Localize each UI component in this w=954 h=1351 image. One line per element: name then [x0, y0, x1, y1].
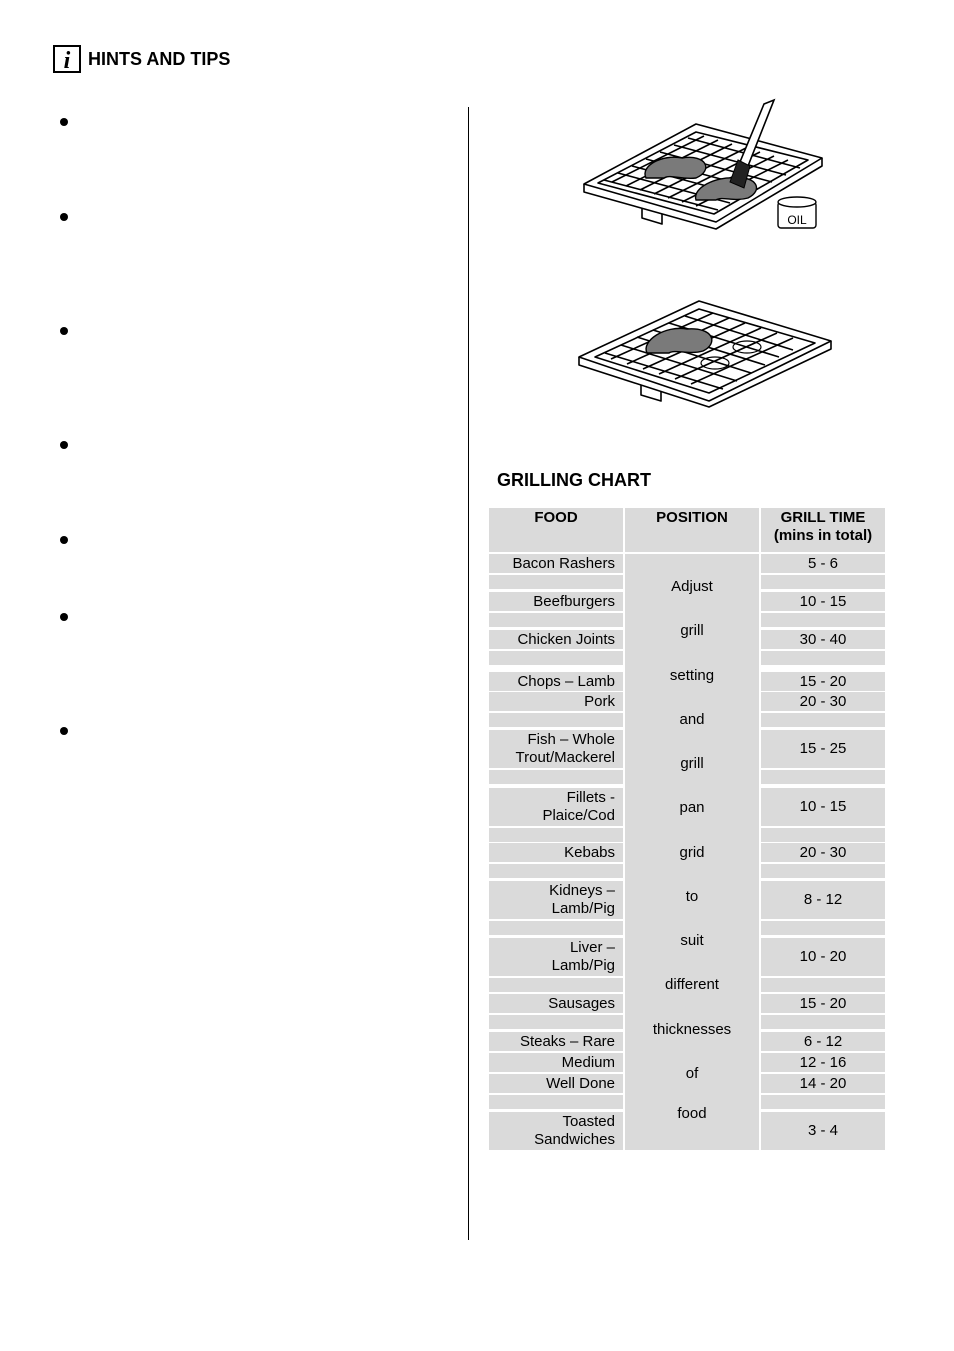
food-label: Fillets - — [566, 789, 615, 806]
grill-time-cell: 8 - 12 — [761, 881, 885, 919]
header-grill-time — [761, 508, 885, 552]
header-food: FOOD — [489, 508, 623, 552]
spacer-row — [489, 1095, 623, 1109]
spacer-row — [489, 651, 623, 665]
food-label: Fish – Whole — [527, 731, 615, 748]
grill-time-cell: 10 - 15 — [761, 592, 885, 611]
grill-time-cell: 20 - 30 — [761, 692, 885, 711]
position-word: grill — [680, 622, 704, 639]
column-divider — [468, 107, 469, 1240]
food-label: Kebabs — [564, 843, 615, 861]
spacer-row — [761, 770, 885, 784]
food-cell — [489, 788, 623, 826]
spacer-row — [761, 575, 885, 589]
bullet-point — [60, 727, 68, 735]
food-cell — [489, 938, 623, 976]
food-label: Pork — [584, 692, 615, 710]
header-grill-time-line2: (mins in total) — [773, 527, 873, 544]
food-cell — [489, 692, 623, 711]
grill-time-cell: 15 - 20 — [761, 672, 885, 691]
position-word: food — [677, 1105, 707, 1122]
food-label: Liver – — [569, 939, 615, 956]
grilling-chart-title: GRILLING CHART — [497, 470, 651, 490]
grill-time-cell: 10 - 20 — [761, 938, 885, 976]
position-word: of — [685, 1065, 699, 1082]
grill-time-cell: 10 - 15 — [761, 788, 885, 826]
food-cell — [489, 1053, 623, 1072]
grill-time-cell: 3 - 4 — [761, 1112, 885, 1150]
spacer-row — [761, 1095, 885, 1109]
grilling-chart-table — [488, 508, 886, 1150]
spacer-row — [489, 1015, 623, 1029]
spacer-row — [761, 921, 885, 935]
grill-time-cell: 20 - 30 — [761, 843, 885, 862]
food-label: Lamb/Pig — [551, 900, 615, 917]
header-position: POSITION — [625, 508, 759, 552]
spacer-row — [761, 978, 885, 992]
bullet-point — [60, 118, 68, 126]
food-label: Chops – Lamb — [517, 672, 615, 690]
grill-time-cell: 14 - 20 — [761, 1074, 885, 1093]
position-word: grill — [680, 755, 704, 772]
food-cell — [489, 994, 623, 1013]
spacer-row — [489, 921, 623, 935]
position-word: thicknesses — [652, 1021, 732, 1038]
position-word: grid — [679, 844, 705, 861]
header-grill-time-line1: GRILL TIME — [780, 509, 866, 526]
grill-pan-meat-icon — [575, 297, 833, 409]
food-label: Medium — [561, 1053, 615, 1071]
spacer-row — [489, 613, 623, 627]
spacer-row — [761, 1015, 885, 1029]
position-word: and — [679, 711, 705, 728]
food-label: Sausages — [548, 994, 615, 1012]
food-cell — [489, 1074, 623, 1093]
bullet-point — [60, 613, 68, 621]
grill-pan-brush-icon — [578, 96, 823, 231]
food-cell — [489, 881, 623, 919]
spacer-row — [489, 864, 623, 878]
position-word: to — [685, 888, 699, 905]
position-column — [625, 554, 759, 1150]
food-label: Kidneys – — [549, 882, 615, 899]
food-cell — [489, 672, 623, 691]
food-label: Trout/Mackerel — [515, 749, 615, 766]
spacer-row — [761, 864, 885, 878]
grill-time-cell: 15 - 25 — [761, 730, 885, 768]
position-word: setting — [669, 667, 715, 684]
spacer-row — [489, 978, 623, 992]
food-cell — [489, 730, 623, 768]
info-icon-glyph: i — [63, 48, 71, 73]
food-cell — [489, 630, 623, 649]
spacer-row — [489, 770, 623, 784]
bullet-point — [60, 327, 68, 335]
food-label: Steaks – Rare — [519, 1032, 615, 1050]
spacer-row — [761, 651, 885, 665]
food-label: Sandwiches — [534, 1131, 615, 1148]
page-title: HINTS AND TIPS — [88, 49, 231, 69]
bullet-point — [60, 213, 68, 221]
food-cell — [489, 1032, 623, 1051]
spacer-row — [489, 828, 623, 842]
food-label: Well Done — [546, 1074, 615, 1092]
grill-time-cell: 12 - 16 — [761, 1053, 885, 1072]
grill-time-cell: 5 - 6 — [761, 554, 885, 573]
position-word: suit — [680, 932, 704, 949]
info-icon — [53, 45, 81, 73]
grill-time-cell: 6 - 12 — [761, 1032, 885, 1051]
position-word: different — [665, 976, 719, 993]
position-word: pan — [679, 799, 705, 816]
food-cell — [489, 592, 623, 611]
food-label: Bacon Rashers — [512, 554, 615, 572]
spacer-row — [761, 713, 885, 727]
food-cell — [489, 554, 623, 573]
grill-time-cell: 30 - 40 — [761, 630, 885, 649]
food-label: Lamb/Pig — [551, 957, 615, 974]
spacer-row — [761, 828, 885, 842]
oil-jar-label: OIL — [787, 213, 807, 227]
bullet-point — [60, 441, 68, 449]
food-label: Plaice/Cod — [542, 807, 615, 824]
food-label: Beefburgers — [533, 592, 615, 610]
food-cell — [489, 1112, 623, 1150]
food-label: Toasted — [562, 1113, 615, 1130]
food-cell — [489, 843, 623, 862]
food-label: Chicken Joints — [517, 630, 615, 648]
grill-time-cell: 15 - 20 — [761, 994, 885, 1013]
spacer-row — [489, 713, 623, 727]
position-word: Adjust — [671, 578, 713, 595]
spacer-row — [489, 575, 623, 589]
bullet-point — [60, 536, 68, 544]
spacer-row — [761, 613, 885, 627]
